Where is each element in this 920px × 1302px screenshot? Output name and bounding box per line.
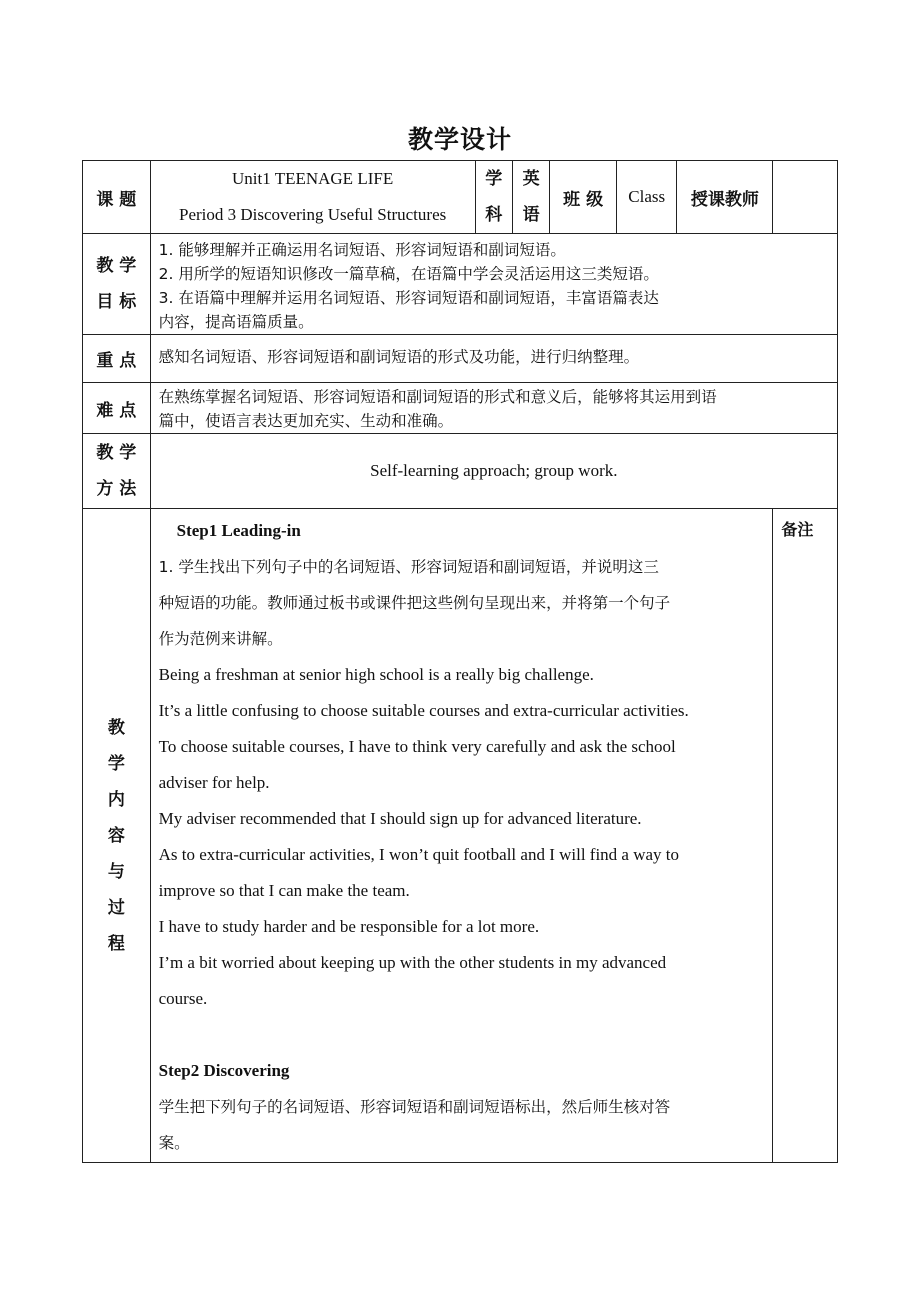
subject-value-1: 英 [522, 169, 540, 189]
topic-line-2: Period 3 Discovering Useful Structures [179, 205, 447, 224]
subject-value-2: 语 [522, 205, 540, 225]
methods-text: Self-learning approach; group work. [150, 434, 837, 509]
step1-line: 作为范例来讲解。 [158, 630, 283, 648]
step1-line: To choose suitable courses, I have to think very carefully and ask the school [158, 737, 676, 756]
teacher-label: 授课教师 [677, 161, 773, 234]
subject-value [512, 161, 549, 234]
subject-label-2: 科 [485, 205, 503, 225]
difficulties-line-2: 篇中，使语言表达更加充实、生动和准确。 [158, 412, 454, 430]
step2-title: Step2 Discovering [158, 1061, 290, 1080]
process-side-char: 程 [107, 933, 125, 954]
process-side-char: 容 [107, 825, 125, 846]
key-points-text: 感知名词短语、形容词短语和副词短语的形式及功能，进行归纳整理。 [150, 335, 837, 383]
step2-line: 案。 [158, 1134, 190, 1152]
step1-line: As to extra-curricular activities, I won’t quit football and I will find a way to [158, 845, 680, 864]
topic-cell [150, 161, 475, 234]
objective-item: 2. 用所学的短语知识修改一篇草稿，在语篇中学会灵活运用这三类短语。 [158, 265, 659, 283]
topic-line-1: Unit1 TEENAGE LIFE [232, 169, 394, 188]
methods-label-1: 教 学 [96, 443, 137, 463]
methods-row [83, 434, 838, 509]
difficulties-content [150, 383, 837, 434]
step2-line: 学生把下列句子的名词短语、形容词短语和副词短语标出，然后师生核对答 [158, 1098, 671, 1116]
notes-label: 备注 [773, 509, 838, 1163]
step1-line: 种短语的功能。教师通过板书或课件把这些例句呈现出来，并将第一个句子 [158, 594, 671, 612]
header-row [83, 161, 838, 234]
subject-label-1: 学 [485, 169, 503, 189]
step1-line: improve so that I can make the team. [158, 881, 410, 900]
difficulties-row [83, 383, 838, 434]
step1-line: I’m a bit worried about keeping up with the other students in my advanced [158, 953, 667, 972]
step1-line: course. [158, 989, 208, 1008]
objectives-label-2: 目 标 [96, 292, 137, 312]
step1-line: My adviser recommended that I should sign up for advanced literature. [158, 809, 642, 828]
objectives-label-1: 教 学 [96, 256, 137, 276]
objective-item: 1. 能够理解并正确运用名词短语、形容词短语和副词短语。 [158, 241, 566, 259]
step1-line: Being a freshman at senior high school is a really big challenge. [158, 665, 594, 684]
process-side-char: 过 [107, 897, 125, 918]
topic-label: 课 题 [83, 161, 151, 234]
process-side-label [83, 509, 151, 1163]
process-side-char: 教 [107, 717, 125, 738]
class-label: 班 级 [550, 161, 617, 234]
process-side-char: 学 [107, 753, 125, 774]
step1-title: Step1 Leading-in [176, 521, 301, 540]
lesson-plan-table [82, 160, 838, 1163]
difficulties-line-1: 在熟练掌握名词短语、形容词短语和副词短语的形式和意义后，能够将其运用到语 [158, 388, 717, 406]
objectives-content [150, 234, 837, 335]
step1-line: 1. 学生找出下列句子中的名词短语、形容词短语和副词短语，并说明这三 [158, 558, 659, 576]
step1-line: I have to study harder and be responsible for a lot more. [158, 917, 540, 936]
key-points-row [83, 335, 838, 383]
step1-line: It’s a little confusing to choose suitable courses and extra-curricular activities. [158, 701, 689, 720]
methods-label-2: 方 法 [96, 479, 137, 499]
process-content [150, 509, 773, 1163]
process-side-char: 与 [107, 861, 125, 882]
objective-item: 内容，提高语篇质量。 [158, 313, 314, 331]
class-value: Class [616, 161, 677, 234]
key-points-label: 重 点 [83, 335, 151, 383]
objectives-row [83, 234, 838, 335]
spacer [159, 1017, 765, 1053]
objective-item: 3. 在语篇中理解并运用名词短语、形容词短语和副词短语，丰富语篇表达 [158, 289, 659, 307]
subject-label [475, 161, 512, 234]
process-row [83, 509, 838, 1163]
process-side-char: 内 [107, 789, 125, 810]
teacher-value [773, 161, 838, 234]
methods-label [83, 434, 151, 509]
document-title: 教学设计 [407, 125, 512, 154]
objectives-label [83, 234, 151, 335]
step1-line: adviser for help. [158, 773, 270, 792]
difficulties-label: 难 点 [83, 383, 151, 434]
